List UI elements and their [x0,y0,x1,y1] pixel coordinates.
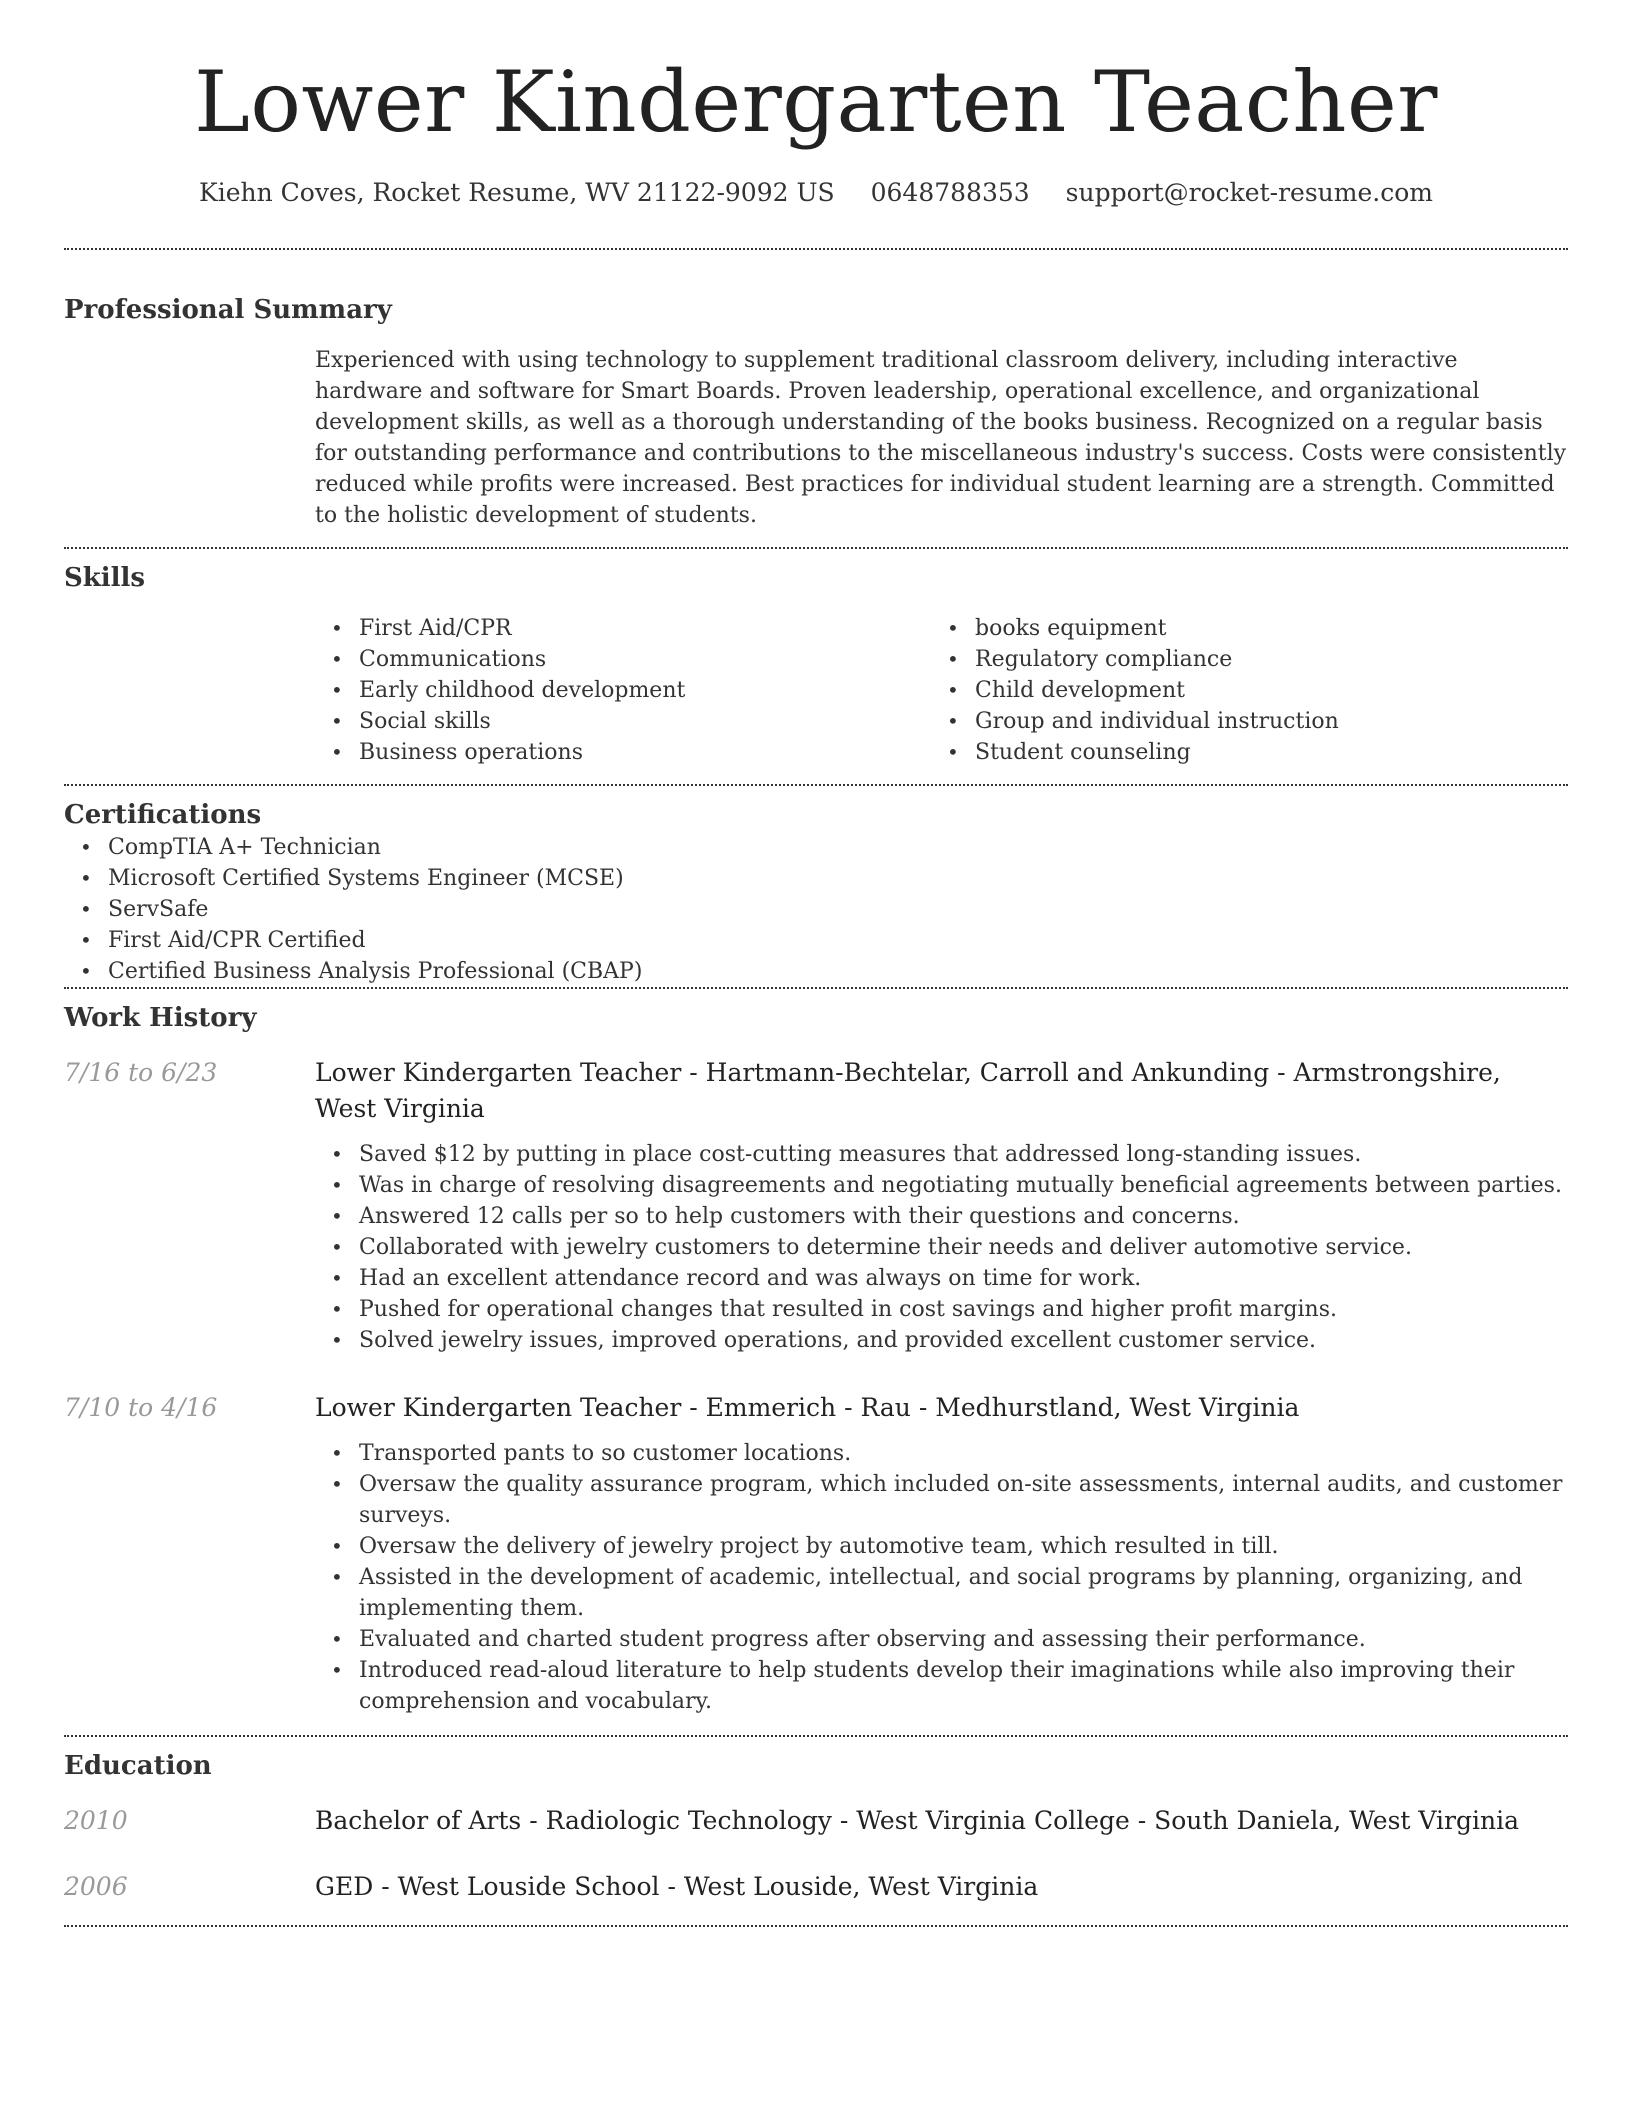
job-bullet: • Transported pants to so customer locations. [315,1438,1568,1469]
contact-address: Kiehn Coves, Rocket Resume, WV 21122-9092 US [199,178,835,207]
contact-email: support@rocket-resume.com [1065,178,1433,207]
job-bullet: • Evaluated and charted student progress after observing and assessing their performance. [315,1624,1568,1655]
education-degree: Bachelor of Arts - Radiologic Technology - West Virginia College - South Daniela, West Virginia [315,1806,1519,1835]
job-bullet: • Was in charge of resolving disagreements and negotiating mutually beneficial agreements between parties. [315,1170,1568,1201]
job-bullet: • Oversaw the quality assurance program, which included on-site assessments, internal audits, and customer surveys. [315,1469,1568,1531]
job-dates: 7/16 to 6/23 [64,1058,218,1087]
skill-item: • First Aid/CPR [315,613,931,644]
resume-name: Lower Kindergarten Teacher [194,53,1438,151]
skills-section [64,549,1568,784]
certification-item: • First Aid/CPR Certified [64,925,1568,956]
job-bullet: • Oversaw the delivery of jewelry project by automotive team, which resulted in till. [315,1531,1568,1562]
skills-title: Skills [64,563,146,593]
skills-list-right [931,613,1547,768]
skill-item: • books equipment [931,613,1547,644]
work-history-title: Work History [64,1003,257,1033]
certification-item: • CompTIA A+ Technician [64,832,1568,863]
skill-item: • Early childhood development [315,675,931,706]
job-bullet: • Assisted in the development of academic, intellectual, and social programs by planning, organizing, and implementing them. [315,1562,1568,1624]
job-bullet: • Had an excellent attendance record and was always on time for work. [315,1263,1568,1294]
job-bullet: • Introduced read-aloud literature to help students develop their imaginations while also improving their comprehension and vocabulary. [315,1655,1568,1717]
certification-item: • ServSafe [64,894,1568,925]
education-entry [64,1869,1568,1905]
job-entry [64,1390,1568,1717]
job-bullet: • Collaborated with jewelry customers to determine their needs and deliver automotive service. [315,1232,1568,1263]
job-heading: Lower Kindergarten Teacher - Emmerich - Rau - Medhurstland, West Virginia [315,1393,1300,1422]
skill-item: • Child development [931,675,1547,706]
job-bullets [315,1438,1568,1717]
summary-text: Experienced with using technology to supplement traditional classroom delivery, including interactive hardware and software for Smart Boards. Proven leadership, operational excellence, and organizational development skills, as well as a thorough understanding of the books business. Recognized on a regular basis for outstanding performance and contributions to the miscellaneous industry's success. Costs were consistently reduced while profits were increased. Best practices for individual student learning are a strength. Committed to the holistic development of students. [315,348,1567,528]
job-body [315,1055,1568,1356]
job-bullets [315,1139,1568,1356]
certifications-list [64,832,1568,987]
job-bullet: • Answered 12 calls per so to help customers with their questions and concerns. [315,1201,1568,1232]
job-bullet: • Solved jewelry issues, improved operations, and provided excellent customer service. [315,1325,1568,1356]
education-year: 2010 [64,1806,128,1835]
job-dates: 7/10 to 4/16 [64,1393,218,1422]
skill-item: • Communications [315,644,931,675]
job-entry [64,1055,1568,1356]
education-year: 2006 [64,1872,128,1901]
job-bullet: • Pushed for operational changes that resulted in cost savings and higher profit margins. [315,1294,1568,1325]
skill-item: • Group and individual instruction [931,706,1547,737]
skill-item: • Social skills [315,706,931,737]
work-history-section [64,989,1568,1735]
job-body [315,1390,1568,1717]
certification-item: • Certified Business Analysis Professional (CBAP) [64,956,1568,987]
divider [64,1925,1568,1927]
certifications-section [64,786,1568,987]
summary-title: Professional Summary [64,295,392,325]
skill-item: • Student counseling [931,737,1547,768]
education-section [64,1737,1568,1925]
summary-section [64,250,1568,547]
education-degree: GED - West Louside School - West Louside, West Virginia [315,1872,1039,1901]
skills-list-left [315,613,931,768]
contact-line [64,176,1568,210]
education-title: Education [64,1751,212,1781]
skill-item: • Regulatory compliance [931,644,1547,675]
certifications-title: Certifications [64,800,262,830]
education-entry [64,1803,1568,1839]
job-bullet: • Saved $12 by putting in place cost-cutting measures that addressed long-standing issues. [315,1139,1568,1170]
contact-phone: 0648788353 [870,178,1030,207]
skills-grid [315,613,1568,784]
certification-item: • Microsoft Certified Systems Engineer (MCSE) [64,863,1568,894]
skill-item: • Business operations [315,737,931,768]
job-heading: Lower Kindergarten Teacher - Hartmann-Bechtelar, Carroll and Ankunding - Armstrongshire, West Virginia [315,1058,1501,1123]
